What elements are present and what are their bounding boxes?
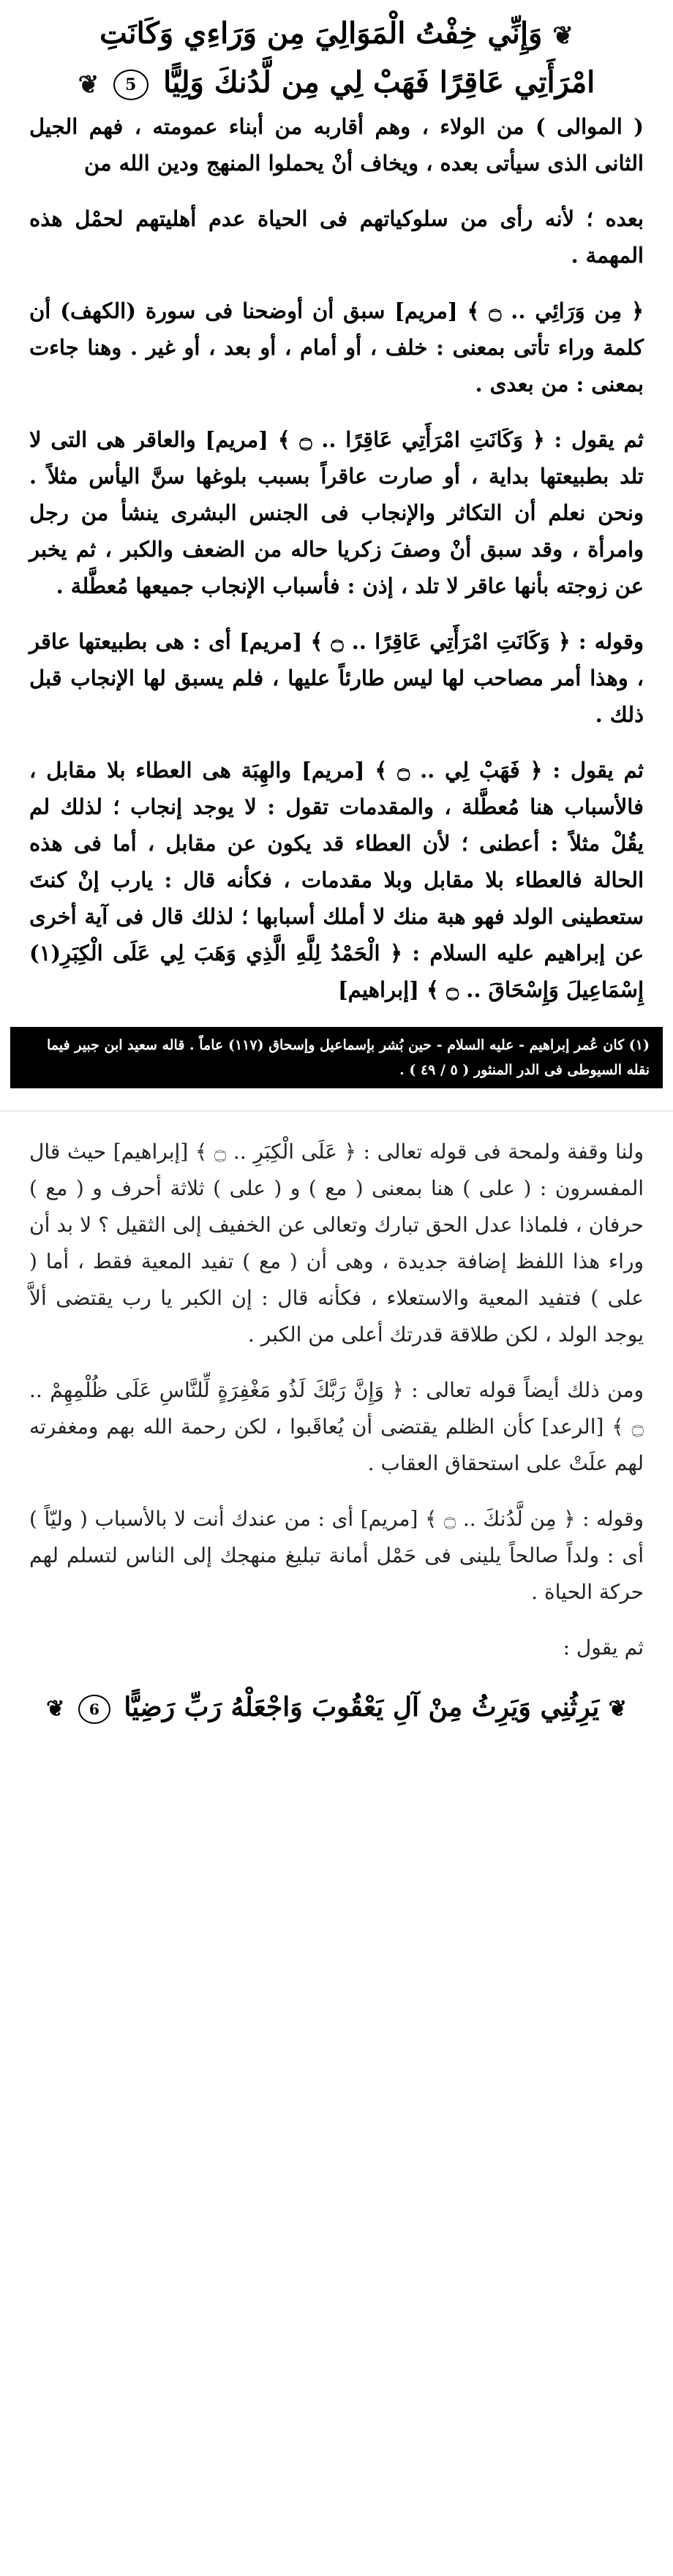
verse-number: 5 [113,69,148,100]
verse-banner-top [44,10,629,108]
paragraph: ثم يقول : [563,1635,644,1660]
verse-line [44,59,629,108]
verse-line-1: وَإِنِّي خِفْتُ الْمَوَالِيَ مِن وَرَاءِي وَكَانَتِ [99,16,543,50]
verse-line [44,10,629,59]
floral-ornament-icon: ❦ [608,1696,627,1722]
page-one [0,0,673,1103]
paragraph: ثم يقول : ﴿ فَهَبْ لِي .. ۝ ﴾ [مريم] والهِبَة هى العطاء بلا مقابل ، فالأسباب هنا مُعطَّلة ، والمقدمات تقول : لا يوجد إنجاب ؛ لذلك لم يقُلْ مثلاً : أعطنى ؛ لأن العطاء قد يكون عن مقابل ، أما فى هذه الحالة فالعطاء بلا مقابل وبلا مقدمات ، فكأنه قال : يارب إنْ كنتَ ستعطينى الولد فهو هبة منك لا أملك أسبابها ؛ لذلك قال فى آية أخرى عن إبراهيم عليه السلام : ﴿ الْحَمْدُ لِلَّهِ الَّذِي وَهَبَ لِي عَلَى الْكِبَرِ(١) إِسْمَاعِيلَ وَإِسْحَاقَ .. ۝ ﴾ [إبراهيم] [29,758,644,1002]
paragraph: ﴿ مِن وَرَائِي .. ۝ ﴾ [مريم] سبق أن أوضحنا فى سورة (الكهف) أن كلمة وراء تأتى بمعنى : خلف ، أو أمام ، أو بعد ، أو غير . وهنا جاءت بمعنى : من بعدى . [29,298,644,396]
floral-ornament-icon: ❦ [78,70,99,99]
paragraph: وقوله : ﴿ مِن لَّدُنكَ .. ۝ ﴾ [مريم] أى : من عندك أنت لا بالأسباب ( وليّاً ) أى : ولداً صالحاً يلينى فى حَمْل أمانة تبليغ منهجك إلى الناس لتسلم لهم حركة الحياة . [29,1507,644,1604]
paragraph: ثم يقول : ﴿ وَكَانَتِ امْرَأَتِي عَاقِرًا .. ۝ ﴾ [مريم] والعاقر هى التى لا تلد بطبيعتها بداية ، أو صارت عاقراً بسبب بلوغها سنَّ اليأس مثلاً . ونحن نعلم أن التكاثر والإنجاب فى الجنس البشرى ينشأ من رجل وامرأة ، وقد سبق أنْ وصفَ زكريا حاله من الضعف والكبر ، ثم يخبر عن زوجته بأنها عاقر لا تلد ، إذن : فأسباب الإنجاب جميعها مُعطَّلة . [29,427,644,598]
verse-line-2: امْرَأَتِي عَاقِرًا فَهَبْ لِي مِن لَّدُنكَ وَلِيًّا [163,65,595,99]
footnote: (١) كان عُمر إبراهيم - عليه السلام - حين بُشر بإسماعيل وإسحاق (١١٧) عاماً . قاله سعيد ابن جبير فيما نقله السيوطى فى الدر المنثور ( ٥ / ٤٩ ) . [10,1027,663,1088]
paragraph: ولنا وقفة ولمحة فى قوله تعالى : ﴿ عَلَى الْكِبَرِ .. ۝ ﴾ [إبراهيم] حيث قال المفسرون : ( على ) هنا بمعنى ( مع ) و ( على ) ثلاثة أحرف و ( مع ) حرفان ، فلماذا عدل الحق تبارك وتعالى عن الخفيف إلى الثقيل ؟ لا بد أن وراء هذا اللفظ إضافة جديدة ، وهى أن ( مع ) تفيد المعية فقط ، أما ( على ) فتفيد المعية والاستعلاء ، فكأنه قال : إن الكبر يا رب يقتضى ألاَّ يوجد الولد ، لكن طلاقة قدرتك أعلى من الكبر . [29,1140,644,1347]
floral-ornament-icon: ❦ [46,1696,65,1722]
verse-text: يَرِثُنِي وَيَرِثُ مِنْ آلِ يَعْقُوبَ وَاجْعَلْهُ رَبِّ رَضِيًّا [124,1692,600,1722]
commentary-text [0,1112,673,1666]
paragraph: وقوله : ﴿ وَكَانَتِ امْرَأَتِي عَاقِرًا .. ۝ ﴾ [مريم] أى : هى بطبيعتها عاقر ، وهذا أمر مصاحب لها ليس طارئاً عليها ، فلم يسبق لها الإنجاب قبل ذلك . [29,629,644,727]
paragraph: ( الموالى ) من الولاء ، وهم أقاربه من أبناء عمومته ، فهم الجيل الثانى الذى سيأتى بعده ، ويخاف أنْ يحملوا المنهج ودين الله من [29,114,644,176]
verse-number: 6 [78,1695,110,1724]
verse-banner-bottom [0,1685,673,1731]
floral-ornament-icon: ❦ [552,21,574,50]
paragraph: ومن ذلك أيضاً قوله تعالى : ﴿ وَإِنَّ رَبَّكَ لَذُو مَغْفِرَةٍ لِّلنَّاسِ عَلَى ظُلْمِهِمْ .. ۝ ﴾ [الرعد] كأن الظلم يقتضى أن يُعاقَبوا ، لكن رحمة الله بهم ومغفرته لهم علَتْ على استحقاق العقاب . [29,1378,644,1475]
paragraph: بعده ؛ لأنه رأى من سلوكياتهم فى الحياة عدم أهليتهم لحمْل هذه المهمة . [29,206,644,268]
page-two [0,1110,673,1755]
commentary-text [0,108,673,1008]
